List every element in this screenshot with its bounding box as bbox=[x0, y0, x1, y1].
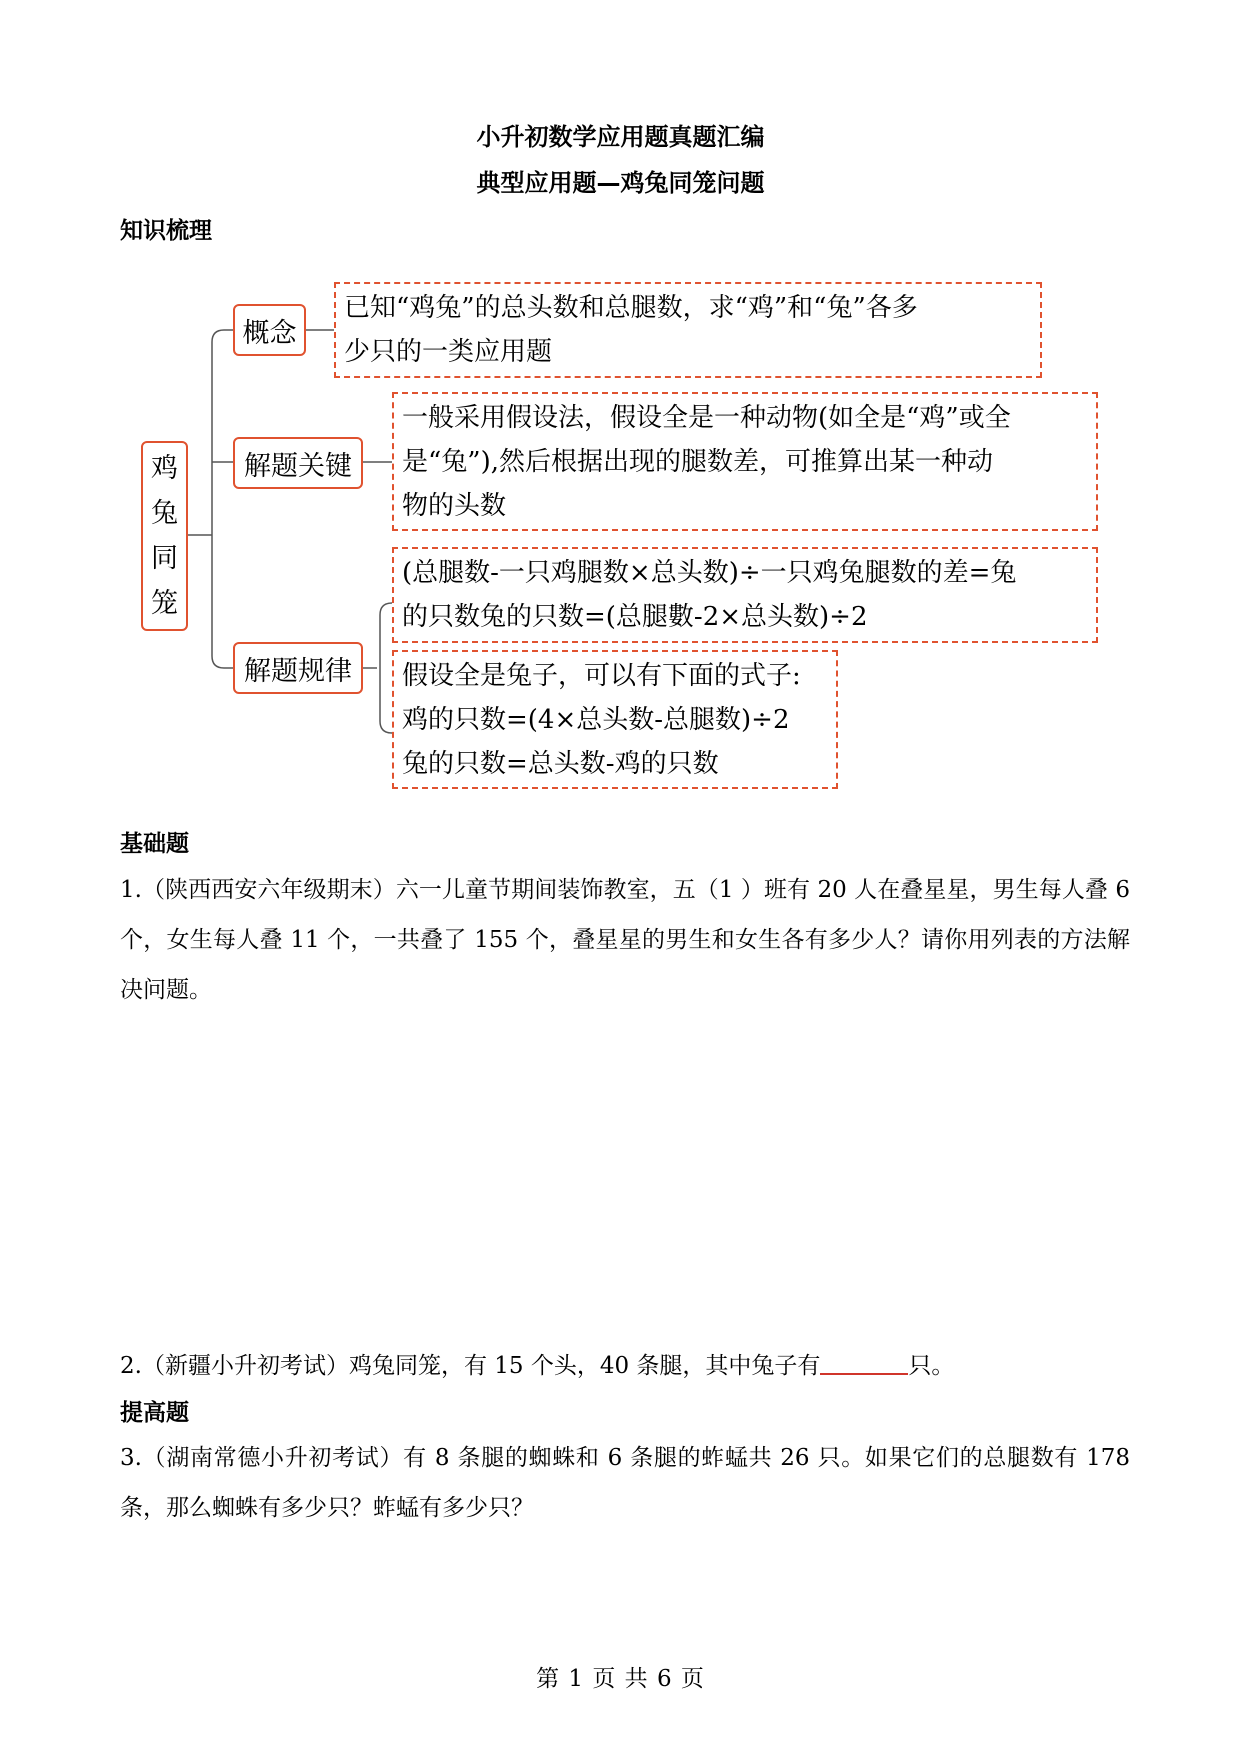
question-1: 1.（陕西西安六年级期末）六一儿童节期间装饰教室，五（1 ）班有 20 人在叠星星，男生每人叠 6 个，女生每人叠 11 个，一共叠了 155 个，叠星星的男生和女生各有多少人？请你用列表的方法解决问题。 bbox=[120, 877, 1130, 1003]
key-line-1: 一般采用假设法，假设全是一种动物(如全是“鸡”或全 bbox=[402, 403, 1011, 433]
rule-box-2 bbox=[392, 650, 838, 789]
section-knowledge-heading: 知识梳理 bbox=[120, 218, 212, 244]
rule2-line-3: 兔的只数=总头数-鸡的只数 bbox=[402, 749, 719, 779]
rule1-line-1: (总腿数-一只鸡腿数×总头数)÷一只鸡兔腿数的差=兔 bbox=[402, 558, 1017, 588]
rule1-line-2: 的只数兔的只数=(总腿數-2×总头数)÷2 bbox=[402, 602, 868, 632]
concept-line-2: 少只的一类应用题 bbox=[344, 337, 553, 367]
branch-rule: 解题规律 bbox=[233, 642, 363, 694]
key-line-3: 物的头数 bbox=[402, 491, 507, 521]
concept-line-1: 已知“鸡兔”的总头数和总腿数，求“鸡”和“兔”各多 bbox=[344, 293, 918, 323]
key-line-2: 是“兔”),然后根据出现的腿数差，可推算出某一种动 bbox=[402, 447, 993, 477]
root-char-3: 同 bbox=[151, 543, 178, 574]
root-char-2: 兔 bbox=[151, 498, 178, 529]
answer-blank[interactable] bbox=[820, 1349, 908, 1375]
mindmap-root bbox=[141, 441, 188, 631]
section-advanced-heading: 提高题 bbox=[120, 1400, 189, 1426]
rule2-line-2: 鸡的只数=(4×总头数-总腿数)÷2 bbox=[402, 705, 790, 735]
root-char-1: 鸡 bbox=[151, 453, 178, 484]
rule2-line-1: 假设全是兔子，可以有下面的式子: bbox=[402, 661, 801, 691]
question-2 bbox=[120, 1341, 1130, 1391]
key-box bbox=[392, 392, 1098, 531]
page-footer: 第 1 页 共 6 页 bbox=[536, 1666, 705, 1692]
concept-box bbox=[334, 282, 1042, 378]
section-basic-heading: 基础题 bbox=[120, 831, 189, 857]
rule-box-1 bbox=[392, 547, 1098, 643]
branch-concept: 概念 bbox=[233, 304, 306, 356]
question-2-unit: 只。 bbox=[908, 1353, 955, 1379]
question-3: 3.（湖南常德小升初考试）有 8 条腿的蜘蛛和 6 条腿的蚱蜢共 26 只。如果它们的总腿数有 178 条，那么蜘蛛有多少只？蚱蜢有多少只？ bbox=[120, 1445, 1130, 1521]
doc-title: 小升初数学应用题真题汇编 bbox=[476, 123, 765, 151]
root-char-4: 笼 bbox=[151, 588, 178, 619]
doc-subtitle: 典型应用题—鸡兔同笼问题 bbox=[476, 169, 765, 197]
branch-key: 解题关键 bbox=[233, 437, 363, 489]
question-2-text: 2.（新疆小升初考试）鸡兔同笼，有 15 个头，40 条腿，其中兔子有 bbox=[120, 1353, 821, 1379]
